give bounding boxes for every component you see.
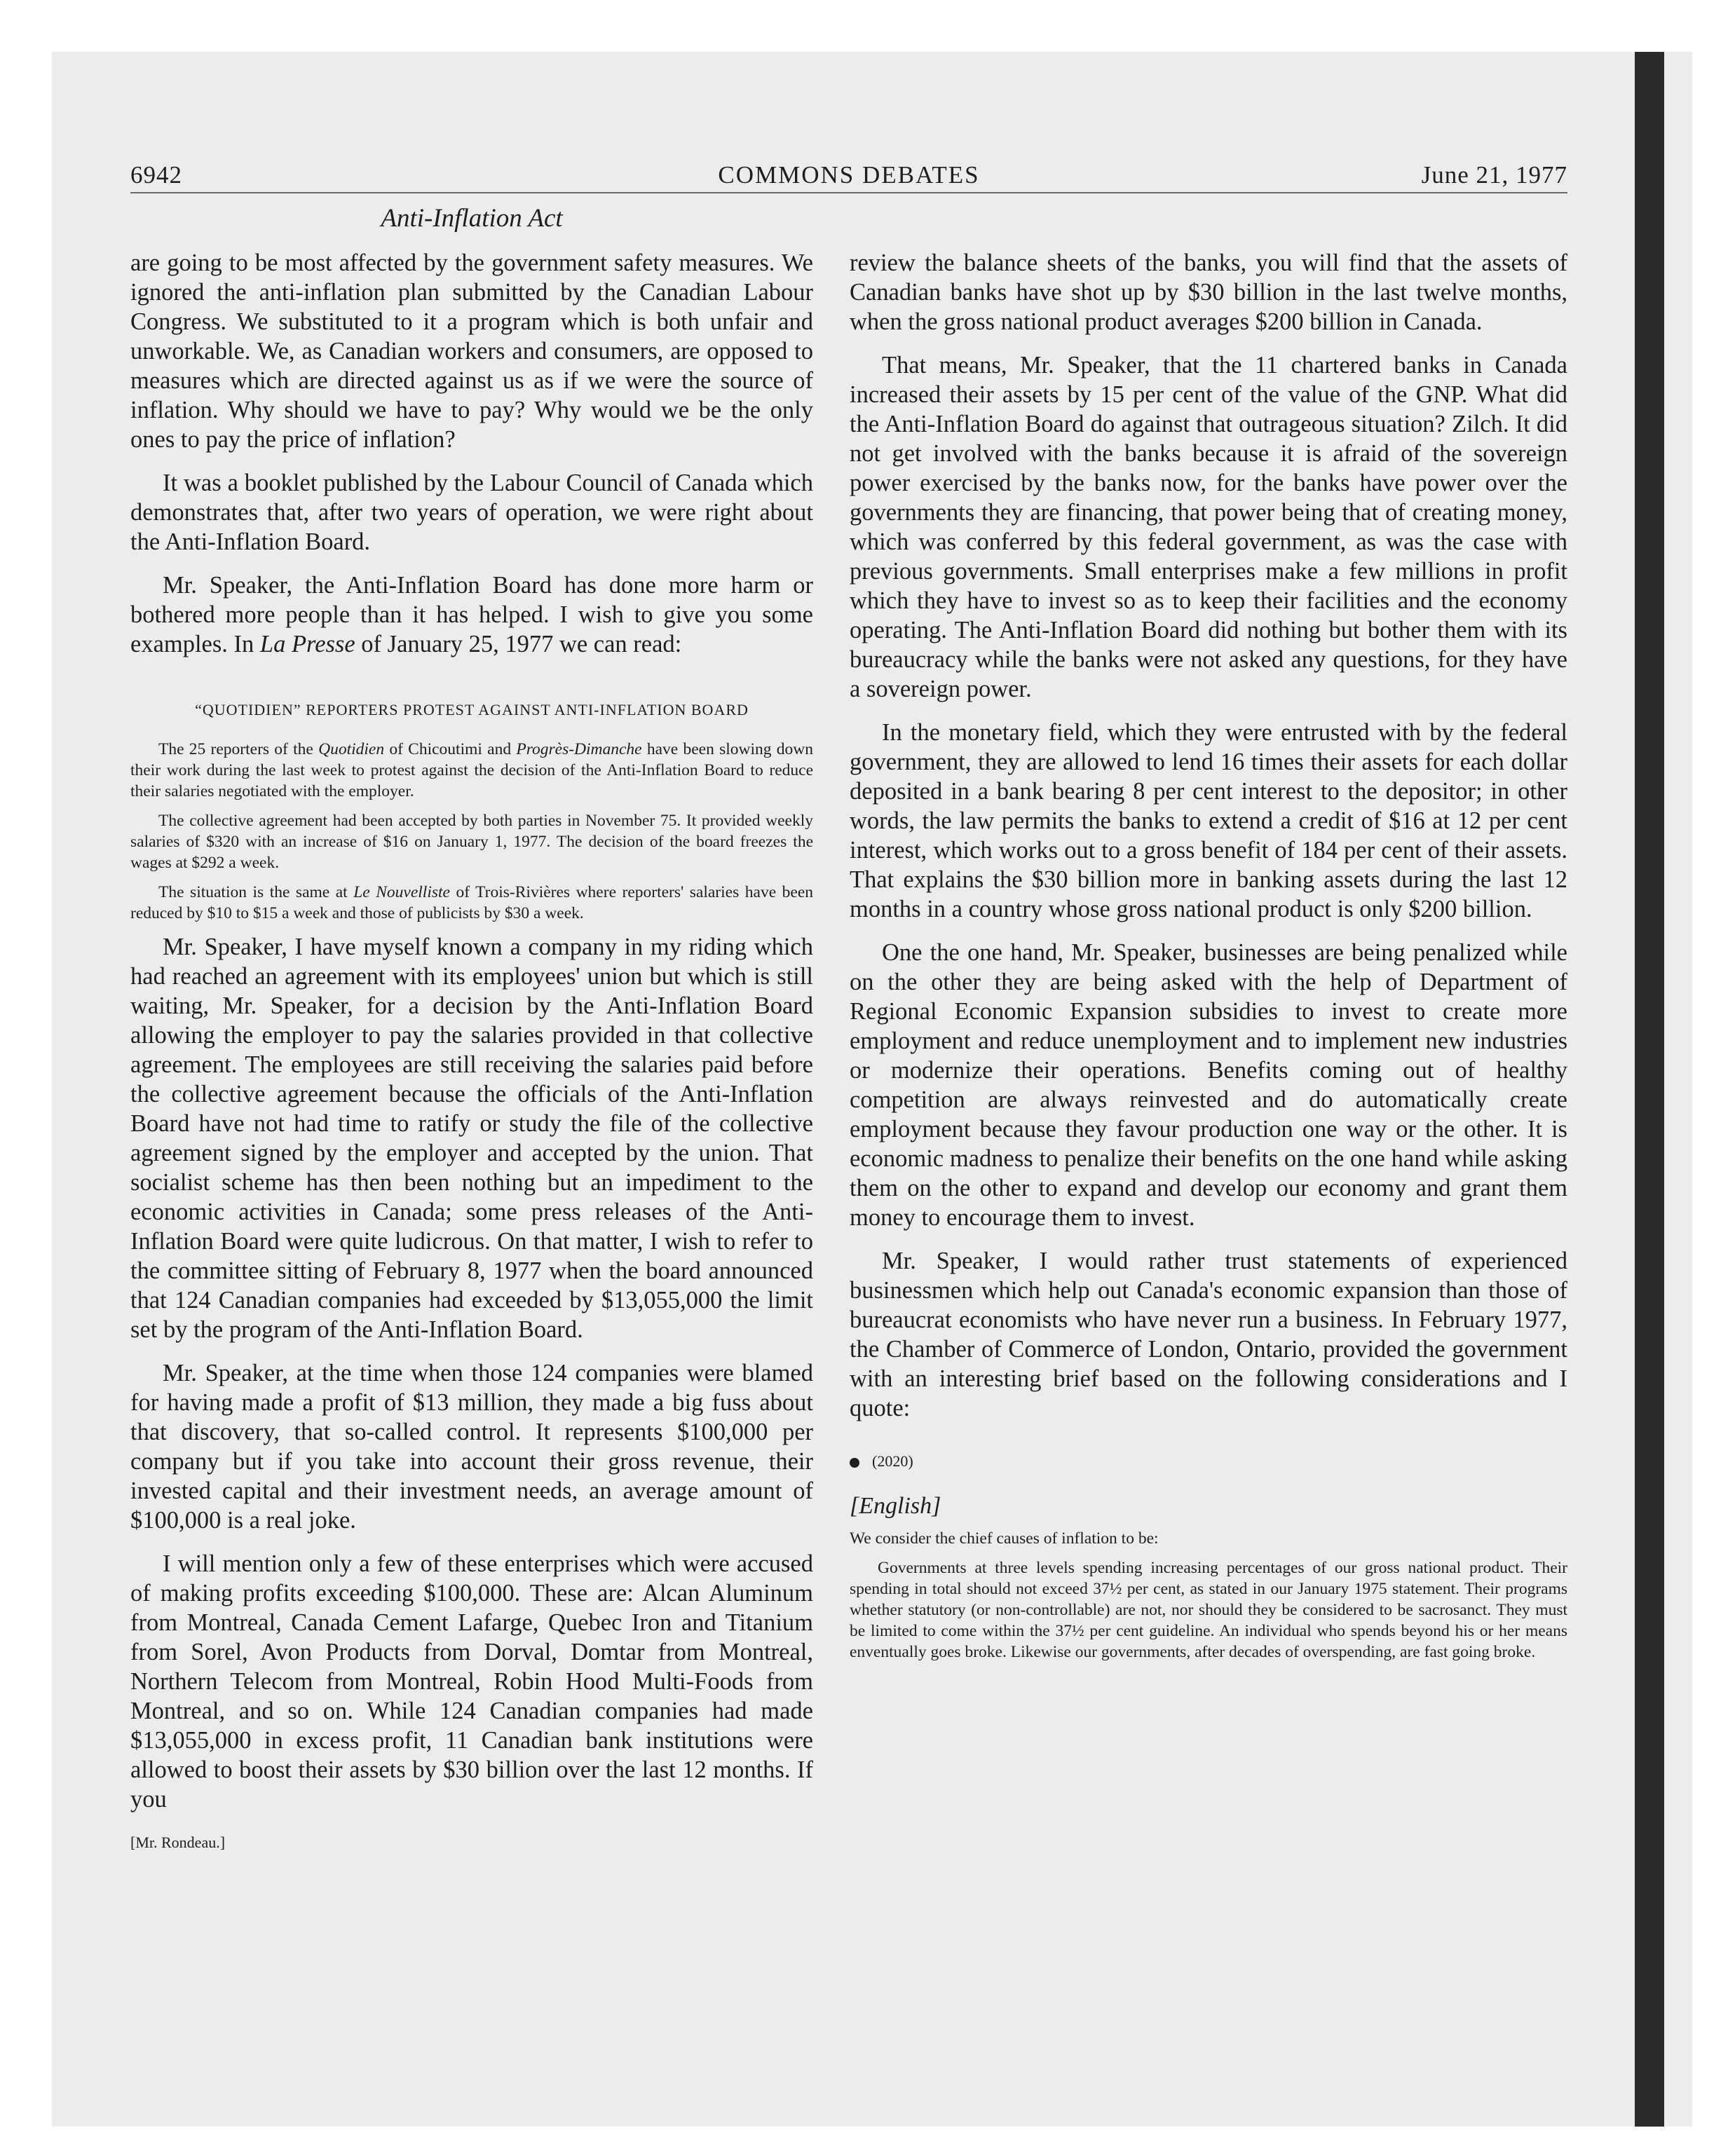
- paragraph: One the one hand, Mr. Speaker, businesses are being penalized while on the other they are being asked with the help of Department of Regional Economic Expansion subsidies to invest to create more employment and reduce unemployment and to implement new industries or modernize their operations. Benefits coming out of healthy competition are always reinvested and do automatically create employment because they favour production one way or the other. It is economic madness to penalize their benefits on the one hand while asking them on the other to expand and develop our economy and grant them money to encourage them to invest.: [850, 939, 1567, 1231]
- quote-paragraph: The 25 reporters of the Quotidien of Chicoutimi and Progrès-Dimanche have been slowing down their work during the last week to protest against the decision of the Anti-Inflation Board to reduce their salaries negotiated with the employer.: [130, 740, 813, 800]
- language-tag: [English]: [850, 1493, 941, 1519]
- paragraph: Mr. Speaker, I would rather trust statements of experienced businessmen which help out Canada's economic expansion than those of bureaucrat economists who have never run a business. In February 1977, the Chamber of Commerce of London, Ontario, provided the government with an interesting brief based on the following considerations and I quote:: [850, 1248, 1567, 1421]
- paragraph: I will mention only a few of these enterprises which were accused of making profits exceeding $100,000. These are: Alcan Aluminum from Montreal, Canada Cement Lafarge, Quebec Iron and Titanium from Sorel, Avon Products from Dorval, Domtar from Montreal, Northern Telecom from Montreal, Robin Hood Multi-Foods from Montreal, and so on. While 124 Canadian companies had made $13,055,000 in excess profit, 11 Canadian bank institutions were allowed to boost their assets by $30 billion over the last 12 months. If you: [130, 1550, 813, 1813]
- page-header: [130, 156, 1567, 193]
- paragraph: That means, Mr. Speaker, that the 11 chartered banks in Canada increased their assets by 15 per cent of the value of the GNP. What did the Anti-Inflation Board do against that outrageous situation? Zilch. It did not get involved with the banks because it is afraid of the sovereign power exercised by the banks now, for the banks have power over the governments they are financing, that power being that of creating money, which was conferred by this federal government, as was the case with previous governments. Small enterprises make a few millions in profit which they have to invest so as to keep their facilities and the economy operating. The Anti-Inflation Board did nothing but bother them with its bureaucracy while the banks were not asked any questions, for they have a sovereign power.: [850, 352, 1567, 702]
- right-column: [850, 248, 1567, 1671]
- time-marker: (2020): [850, 1447, 1567, 1476]
- quote-paragraph: The collective agreement had been accepted by both parties in November 75. It provided weekly salaries of $320 with an increase of $16 on January 1, 1977. The decision of the board freezes the wages at $292 a week.: [130, 812, 813, 872]
- page-edge-shadow: [1635, 52, 1664, 2127]
- block-quote: [850, 1528, 1567, 1663]
- bullet-icon: [850, 1458, 859, 1468]
- speaker-attribution: [Mr. Rondeau.]: [130, 1834, 226, 1851]
- page-number: 6942: [130, 161, 182, 189]
- quote-heading: “QUOTIDIEN” REPORTERS PROTEST AGAINST ANTI-INFLATION BOARD: [195, 701, 749, 718]
- paragraph: Mr. Speaker, I have myself known a company in my riding which had reached an agreement with its employees' union but which is still waiting, Mr. Speaker, for a decision by the Anti-Inflation Board allowing the employer to pay the salaries provided in that collective agreement. The employees are still receiving the salaries paid before the collective agreement because the officials of the Anti-Inflation Board have not had time to ratify or study the file of the collective agreement signed by the employer and accepted by the union. That socialist scheme has then been nothing but an impediment to the economic activities in Canada; some press releases of the Anti-Inflation Board were quite ludicrous. On that matter, I wish to refer to the committee sitting of February 8, 1977 when the board announced that 124 Canadian companies had exceeded by $13,055,000 the limit set by the program of the Anti-Inflation Board.: [130, 934, 813, 1343]
- block-quote: [130, 739, 813, 924]
- paragraph: In the monetary field, which they were entrusted with by the federal government, they are allowed to lend 16 times their assets for each dollar deposited in a bank bearing 8 per cent interest to the depositor; in other words, the law permits the banks to extend a credit of $16 at 12 per cent interest, which works out to a gross benefit of 184 per cent of their assets. That explains the $30 billion more in banking assets during the last 12 months in a country whose gross national product is only $200 billion.: [850, 719, 1567, 922]
- quote-paragraph: We consider the chief causes of inflation to be:: [850, 1529, 1159, 1548]
- paragraph: review the balance sheets of the banks, you will find that the assets of Canadian banks have shot up by $30 billion in the last twelve months, when the gross national product averages $200 billion in Canada.: [850, 250, 1567, 335]
- paragraph: Mr. Speaker, the Anti-Inflation Board has done more harm or bothered more people than it has helped. I wish to give you some examples. In La Presse of January 25, 1977 we can read:: [130, 572, 813, 657]
- paragraph: Mr. Speaker, at the time when those 124 companies were blamed for having made a profit of $13 million, they made a big fuss about that discovery, that so-called control. It represents $100,000 per company but if you take into account their gross revenue, their invested capital and their investment needs, an average amount of $100,000 is a real joke.: [130, 1360, 813, 1534]
- publication-title: COMMONS DEBATES: [718, 161, 980, 189]
- left-column: [130, 248, 813, 1857]
- paragraph: are going to be most affected by the government safety measures. We ignored the anti-inflation plan submitted by the Canadian Labour Congress. We substituted to it a program which is both unfair and unworkable. We, as Canadian workers and consumers, are opposed to measures which are directed against us as if we were the source of inflation. Why should we have to pay? Why would we be the only ones to pay the price of inflation?: [130, 250, 813, 453]
- section-title: Anti-Inflation Act: [381, 204, 563, 233]
- page-date: June 21, 1977: [1421, 161, 1567, 189]
- paragraph: It was a booklet published by the Labour Council of Canada which demonstrates that, after two years of operation, we were right about the Anti-Inflation Board.: [130, 470, 813, 555]
- quote-paragraph: Governments at three levels spending increasing percentages of our gross national product. Their spending in total should not exceed 37½ per cent, as stated in our January 1975 statement. Their programs whether statutory (or non-controllable) are not, nor should they be considered to be sacrosanct. They must be limited to come within the 37½ per cent guideline. An individual who spends beyond his or her means enventually goes broke. Likewise our governments, after decades of overspending, are fast going broke.: [850, 1559, 1567, 1661]
- quote-paragraph: The situation is the same at Le Nouvelliste of Trois-Rivières where reporters' salaries have been reduced by $10 to $15 a week and those of publicists by $30 a week.: [130, 883, 813, 922]
